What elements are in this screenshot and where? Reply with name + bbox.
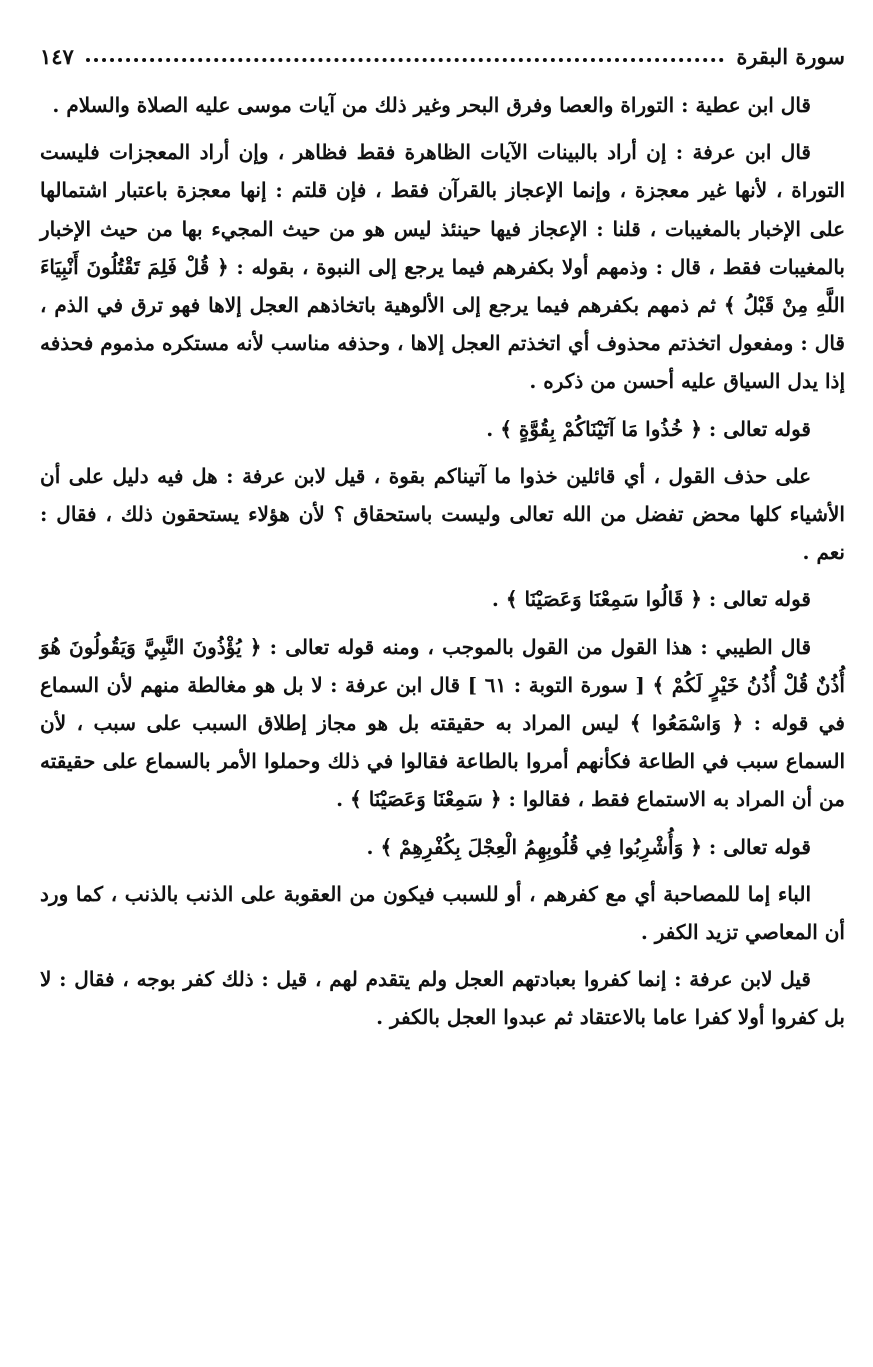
- verse-heading-samina: قوله تعالى : ﴿ قَالُوا سَمِعْنَا وَعَصَيْنَا ﴾ .: [491, 587, 811, 612]
- paragraph-ibn-atiyya: قال ابن عطية : التوراة والعصا وفرق البحر وغير ذلك من آيات موسى عليه الصلاة والسلام .: [52, 93, 811, 117]
- paragraph-hadhf-al-qawl: على حذف القول ، أي قائلين خذوا ما آتيناكم بقوة ، قيل لابن عرفة : هل فيه دليل على أن الأشياء كلها محض تفضل من الله تعالى وليست باستحقاق ؟ لأن هؤلاء يستحقون ذلك ، فقال : نعم .: [40, 463, 845, 565]
- paragraph-al-tibi: قال الطيبي : هذا القول من القول بالموجب ، ومنه قوله تعالى : ﴿ يُؤْذُونَ النَّبِيَّ وَيَقُولُونَ هُوَ أُذُنٌ قُلْ أُذُنُ خَيْرٍ لَكُمْ ﴾ [ سورة التوبة : ٦١ ] قال ابن عرفة : لا بل هو مغالطة منهم لأن السماع في قوله : ﴿ وَاسْمَعُوا ﴾ ليس المراد به حقيقته بل هو مجاز إطلاق السبب على سبب ، لأن السماع سبب في الطاعة فكأنهم أمروا بالطاعة فقالوا في ذلك وحملوا الأمر بالسماع على حقيقته من أن المراد به الاستماع فقط ، فقالوا : ﴿ سَمِعْنَا وَعَصَيْنَا ﴾ .: [40, 634, 845, 812]
- page-number: ١٤٧: [40, 43, 74, 69]
- verse-heading-ushribu: قوله تعالى : ﴿ وَأُشْرِبُوا فِي قُلُوبِهِمُ الْعِجْلَ بِكُفْرِهِمْ ﴾ .: [366, 834, 811, 859]
- body-text: [40, 86, 845, 1037]
- paragraph-al-ba: الباء إما للمصاحبة أي مع كفرهم ، أو للسبب فيكون من العقوبة على الذنب بالذنب ، كما ورد أن المعاصي تزيد الكفر .: [40, 881, 845, 945]
- running-header: [40, 36, 845, 76]
- surah-title: سورة البقرة: [736, 43, 845, 69]
- verse-heading-khudhu: قوله تعالى : ﴿ خُذُوا مَا آتَيْنَاكُمْ بِقُوَّةٍ ﴾ .: [486, 416, 811, 441]
- book-page: [40, 36, 845, 1046]
- paragraph-ibn-arafa-bayyinat: قال ابن عرفة : إن أراد بالبينات الآيات الظاهرة فقط فظاهر ، وإن أراد المعجزات فليست التوراة ، لأنها غير معجزة ، وإنما الإعجاز بالقرآن فقط ، فإن قلتم : إنها معجزة باعتبار اشتمالها على الإخبار بالمغيبات ، قلنا : الإعجاز فيها حينئذ ليس هو من حيث المجيء بها من حيث الإخبار بالمغيبات فقط ، قال : وذمهم أولا بكفرهم فيما يرجع إلى النبوة ، بقوله : ﴿ قُلْ فَلِمَ تَقْتُلُونَ أَنْبِيَاءَ اللَّهِ مِنْ قَبْلُ ﴾ ثم ذمهم بكفرهم فيما يرجع إلى الألوهية باتخاذهم العجل إلاها فهو ترق في الذم ، قال : ومفعول اتخذتم محذوف أي اتخذتم العجل إلاها ، وحذفه مناسب لأنه مستكره مذموم فحذفه إذا يدل السياق عليه أحسن من ذكره .: [40, 140, 846, 394]
- dotted-leader: [86, 58, 724, 62]
- paragraph-qila-li-ibn-arafa: قيل لابن عرفة : إنما كفروا بعبادتهم العجل ولم يتقدم لهم ، قيل : ذلك كفر بوجه ، فقال : لا بل كفروا أولا كفرا عاما بالاعتقاد ثم عبدوا العجل بالكفر .: [40, 967, 845, 1030]
